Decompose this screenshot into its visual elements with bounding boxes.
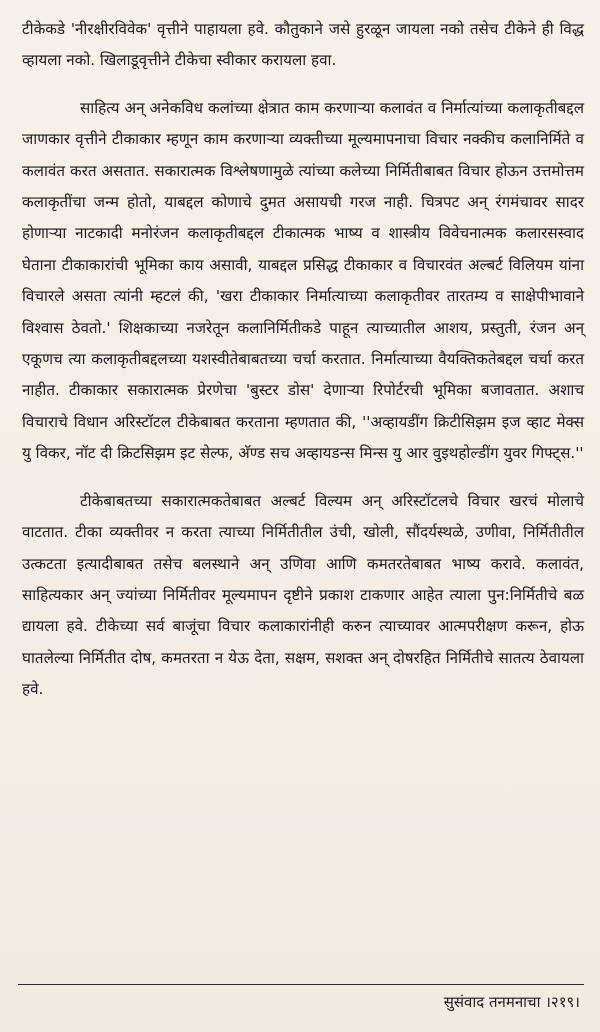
running-footer: सुसंवाद तनमनाचा ।२१९।	[443, 993, 580, 1011]
paragraph-1: टीकेकडे 'नीरक्षीरविवेक' वृत्तीने पाहायला हवे. कौतुकाने जसे हुरळून जायला नको तसेच टीकेने ही विद्ध व्हायला नको. खिलाडूवृत्तीने टीकेचा स्वीकार करायला हवा.	[22, 20, 584, 70]
paragraph-3: टीकेबाबतच्या सकारात्मकतेबाबत अल्बर्ट विल्यम अन् अरिस्टॉटलचे विचार खरचं मोलाचे वाटतात. टीका व्यक्तीवर न करता त्याच्या निर्मितीतील उंची, खोली, सौंदर्यस्थळे, उणीवा, निर्मितीतील उत्कटता इत्यादीबाबत तसेच बलस्थाने अन् उणिवा आणि कमतरतेबाबत भाष्य करावे. कलावंत, साहित्यकार अन् ज्यांच्या निर्मितीवर मूल्यमापन दृष्टीने प्रकाश टाकणार आहेत त्याला पुन:निर्मितीचे बळ द्यायला हवे. टीकेच्या सर्व बाजूंचा विचार कलाकारांनीही करुन त्याच्यावर आत्मपरीक्षण करून, होऊ घातलेल्या निर्मितीत दोष, कमतरता न येऊ देता, सक्षम, सशक्त अन् दोषरहित निर्मितीचे सातत्य ठेवायला हवे.	[22, 491, 584, 699]
paragraph-2: साहित्य अन् अनेकविध कलांच्या क्षेत्रात काम करणाऱ्या कलावंत व निर्मात्यांच्या कलाकृतीबद्दल जाणकार वृत्तीने टीकाकार म्हणून काम करणाऱ्या व्यक्तीच्या मूल्यमापनाचा विचार नक्कीच कलानिर्मिते व कलावंत करत असतात. सकारात्मक विश्लेषणामुळे त्यांच्या कलेच्या निर्मितीबाबत विचार होऊन उत्तमोत्तम कलाकृतींचा जन्म होतो, याबद्दल कोणाचे दुमत असायची गरज नाही. चित्रपट अन् रंगमंचावर सादर होणाऱ्या नाटकादी मनोरंजन कलाकृतीबद्दल टीकात्मक भाष्य व शास्त्रीय विवेचनात्मक कलारसस्वाद घेताना टीकाकारांची भूमिका काय असावी, याबद्दल प्रसिद्ध टीकाकार व विचारवंत अल्बर्ट विलियम यांना विचारले असता त्यांनी म्हटलं की, 'खरा टीकाकार निर्मात्याच्या कलाकृतीवर तारतम्य व साक्षेपीभावाने विश्वास ठेवतो.' शिक्षकाच्या नजरेतून कलानिर्मितीकडे पाहून त्याच्यातील आशय, प्रस्तुती, रंजन अन् एकूणच त्या कलाकृतीबद्दलच्या यशस्वीतेबाबतच्या चर्चा करतात. निर्मात्याच्या वैयक्तिकतेबद्दल चर्चा करत नाहीत. टीकाकार सकारात्मक प्रेरणेचा 'बुस्टर डोस' देणाऱ्या रिपोर्टरची भूमिका बजावतात. अशाच विचाराचे विधान अरिस्टॉटल टीकेबाबत करताना म्हणतात की, ''अव्हायडींग क्रिटीसिझम इज व्हाट मेक्स यु विकर, नॉट दी क्रिटसिझम इट सेल्फ, अ‍ॅण्ड सच अव्हायडन्स मिन्स यु आर वुइथहोल्डींग युवर गिफ्ट्स.''	[22, 98, 584, 463]
footer-divider	[18, 984, 584, 985]
body-text	[22, 14, 584, 722]
